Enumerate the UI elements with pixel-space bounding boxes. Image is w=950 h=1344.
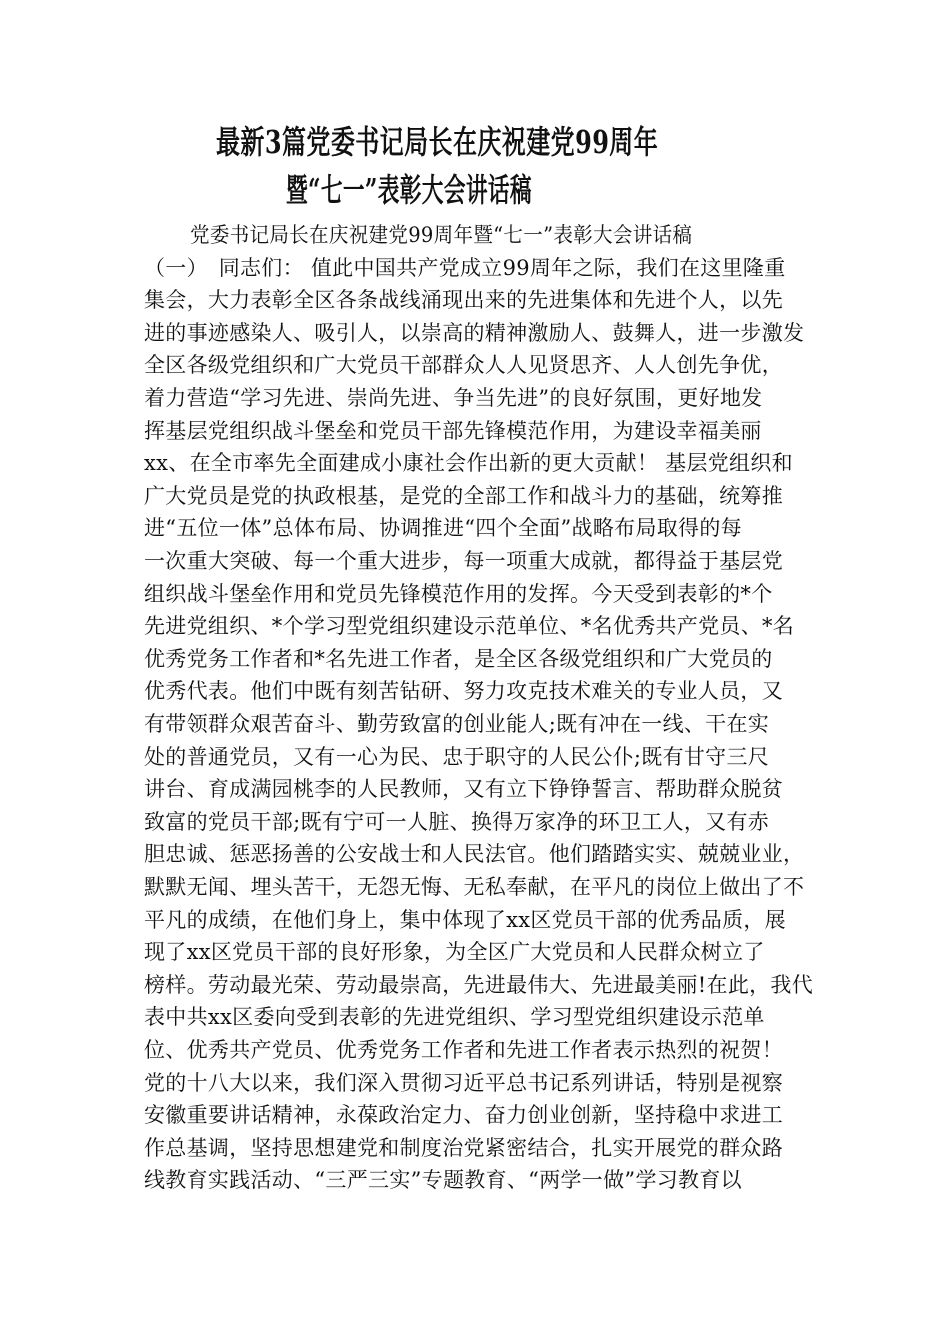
document-body-line: （一） 同志们： 值此中国共产党成立99周年之际，我们在这里隆重	[144, 256, 786, 280]
document-body-line: 现了xx区党员干部的良好形象，为全区广大党员和人民群众树立了	[144, 940, 765, 964]
document-body-line: 进“五位一体”总体布局、协调推进“四个全面”战略布局取得的每	[144, 516, 742, 540]
document-title-line-1: 最新3篇党委书记局长在庆祝建党99周年	[216, 123, 659, 161]
document-body-line: 作总基调，坚持思想建党和制度治党紧密结合，扎实开展党的群众路	[144, 1136, 783, 1160]
document-body-line: xx、在全市率先全面建成小康社会作出新的更大贡献！ 基层党组织和	[144, 451, 793, 475]
document-body-line: 致富的党员干部;既有宁可一人脏、换得万家净的环卫工人，又有赤	[144, 810, 770, 834]
document-body-line: 胆忠诚、惩恶扬善的公安战士和人民法官。他们踏踏实实、兢兢业业，	[144, 842, 805, 866]
document-body-line: 进的事迹感染人、吸引人，以崇高的精神激励人、鼓舞人，进一步激发	[144, 321, 805, 345]
document-body-line: 党的十八大以来，我们深入贯彻习近平总书记系列讲话，特别是视察	[144, 1071, 783, 1095]
document-body-line: 处的普通党员，又有一心为民、忠于职守的人民公仆;既有甘守三尺	[144, 745, 770, 769]
document-body-line: 全区各级党组织和广大党员干部群众人人见贤思齐、人人创先争优，	[144, 353, 783, 377]
document-body-line: 榜样。劳动最光荣、劳动最崇高，先进最伟大、先进最美丽!在此，我代	[144, 973, 814, 997]
document-body-line: 位、优秀共产党员、优秀党务工作者和先进工作者表示热烈的祝贺！	[144, 1038, 783, 1062]
document-body-line: 表中共xx区委向受到表彰的先进党组织、学习型党组织建设示范单	[144, 1005, 765, 1029]
document-body-line: 线教育实践活动、“三严三实”专题教育、“两学一做”学习教育以	[144, 1168, 742, 1192]
document-body-line: 有带领群众艰苦奋斗、勤劳致富的创业能人;既有冲在一线、干在实	[144, 712, 770, 736]
document-body-line: 默默无闻、埋头苦干，无怨无悔、无私奉献，在平凡的岗位上做出了不	[144, 875, 805, 899]
document-body-line: 优秀代表。他们中既有刻苦钻研、努力攻克技术难关的专业人员，又	[144, 679, 783, 703]
document-body-line: 挥基层党组织战斗堡垒和党员干部先锋模范作用，为建设幸福美丽	[144, 419, 762, 443]
document-body-line: 平凡的成绩，在他们身上，集中体现了xx区党员干部的优秀品质，展	[144, 908, 786, 932]
document-body-line: 一次重大突破、每一个重大进步，每一项重大成就，都得益于基层党	[144, 549, 783, 573]
document-body-line: 集会，大力表彰全区各条战线涌现出来的先进集体和先进个人，以先	[144, 288, 783, 312]
document-body-line: 优秀党务工作者和*名先进工作者，是全区各级党组织和广大党员的	[144, 647, 773, 671]
document-body-line: 广大党员是党的执政根基，是党的全部工作和战斗力的基础，统筹推	[144, 484, 783, 508]
document-body-line: 着力营造“学习先进、崇尚先进、争当先进”的良好氛围，更好地发	[144, 386, 763, 410]
document-title-line-2: 暨“七一”表彰大会讲话稿	[286, 171, 532, 209]
document-body-line: 组织战斗堡垒作用和党员先锋模范作用的发挥。今天受到表彰的*个	[144, 582, 773, 606]
document-body-line: 安徽重要讲话精神，永葆政治定力、奋力创业创新，坚持稳中求进工	[144, 1103, 783, 1127]
document-body-line: 先进党组织、*个学习型党组织建设示范单位、*名优秀共产党员、*名	[144, 614, 795, 638]
document-body-line: 党委书记局长在庆祝建党99周年暨“七一”表彰大会讲话稿	[190, 223, 693, 247]
document-body-line: 讲台、育成满园桃李的人民教师，又有立下铮铮誓言、帮助群众脱贫	[144, 777, 783, 801]
